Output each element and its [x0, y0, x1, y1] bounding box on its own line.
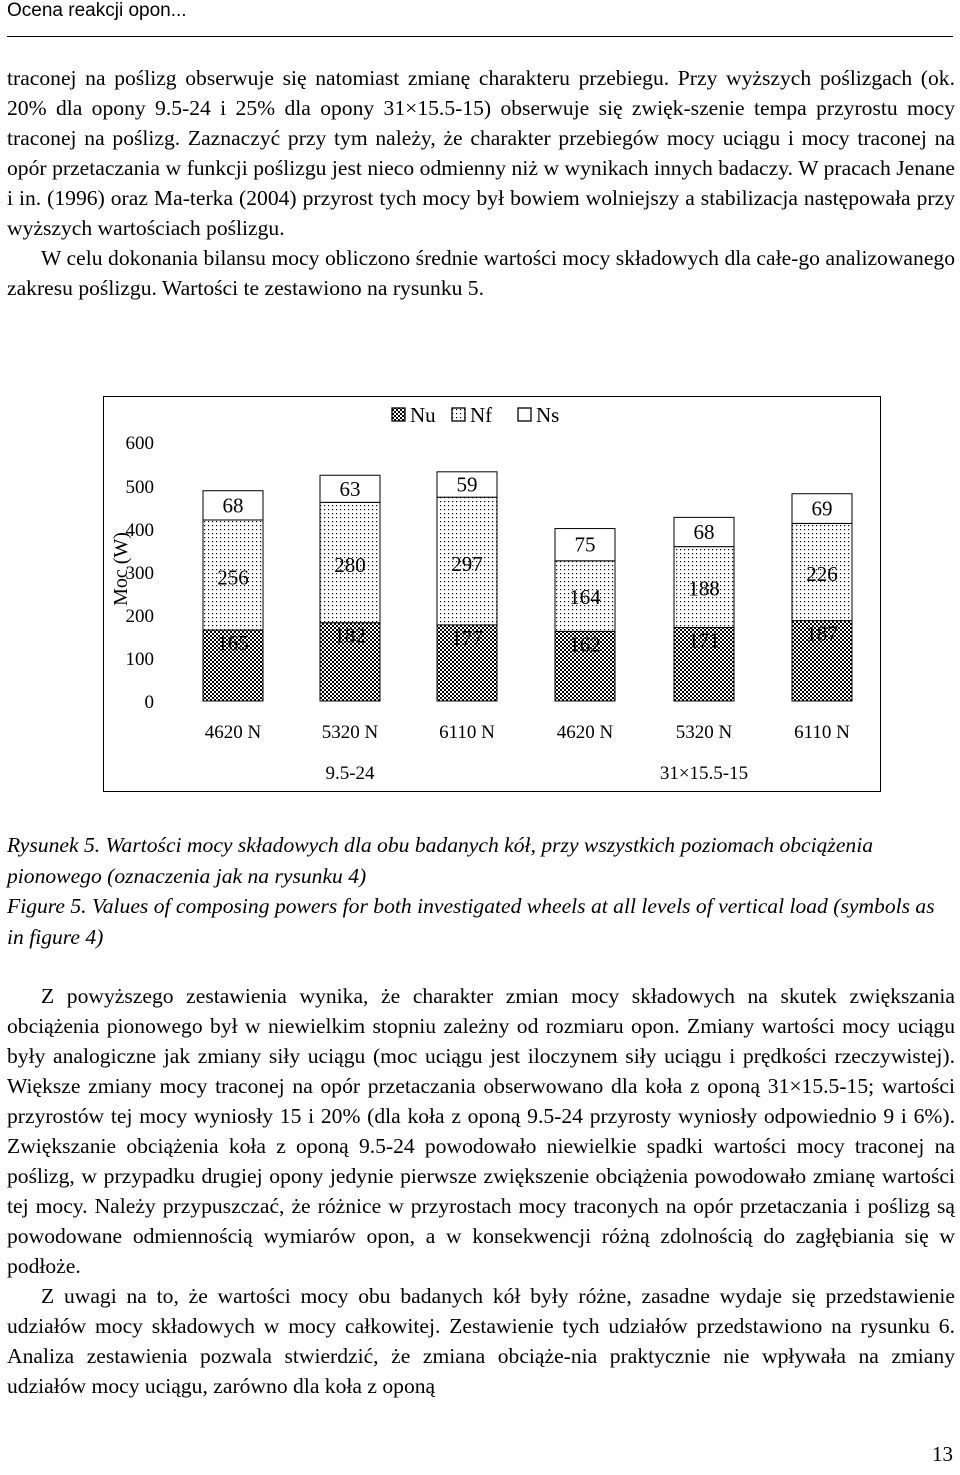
y-axis-label: Moc (W) — [110, 532, 132, 606]
x-tick-label: 4620 N — [204, 722, 262, 743]
legend-label-nu: Nu — [410, 403, 436, 427]
top-paragraphs — [7, 63, 955, 303]
bottom-paragraphs — [7, 981, 955, 1401]
y-tick-label: 100 — [125, 649, 154, 670]
data-label-nu: 162 — [569, 632, 601, 657]
legend-label-ns: Ns — [536, 403, 560, 427]
legend-swatch-nf — [452, 408, 465, 421]
x-tick-label: 5320 N — [321, 722, 379, 743]
paragraph: traconej na poślizg obserwuje się natomiast zmianę charakteru przebiegu. Przy wyższych poślizgach (ok. 20% dla opony 9.5-24 i 25% dla opony 31×15.5-15) obserwuje się zwięk-szenie tempa przyrostu mocy traconej na poślizg. Zaznaczyć przy tym należy, że charakter przebiegów mocy uciągu i mocy traconej na opór przetaczania w funkcji poślizgu jest nieco odmienny niż w wynikach innych badaczy. W pracach Jenane i in. (1996) oraz Ma-terka (2004) przyrost tych mocy był bowiem wolniejszy a stabilizacja następowała przy wyższych wartościach poślizgu. — [7, 66, 955, 240]
data-label-nu: 171 — [688, 628, 720, 653]
data-label-nf: 188 — [688, 576, 720, 601]
stacked-bar-chart — [104, 397, 882, 793]
paragraph: Z powyższego zestawienia wynika, że charakter zmian mocy składowych na skutek zwiększania obciążenia pionowego był w niewielkim stopniu zależny od rozmiaru opon. Zmiany wartości mocy uciągu były analogiczne jak zmiany siły uciągu (moc uciągu jest iloczynem siły uciągu i prędkości rzeczywistej). Większe zmiany mocy traconej na opór przetaczania obserwowano dla koła z oponą 31×15.5-15; wartości przyrostów tej mocy wyniosły 15 i 20% (dla koła z oponą 9.5-24 przyrosty wyniosły odpowiednio 9 i 6%). Zwiększanie obciążenia koła z oponą 9.5-24 powodowało niewielkie spadki wartości mocy traconej na poślizg, w przypadku drugiej opony jedynie pierwsze zwiększenie obciążenia powodowało zmianę wartości tej mocy. Należy przypuszczać, że różnice w przyrostach mocy traconych na opór przetaczania i poślizg są powodowane odmiennością wymiarów opon, a w konsekwencji różną zdolnością do zagłębiania się w podłoże. — [7, 984, 955, 1278]
legend-swatch-ns — [518, 408, 531, 421]
header-rule — [7, 36, 953, 37]
y-tick-label: 400 — [125, 520, 154, 541]
data-label-nu: 182 — [334, 623, 366, 648]
y-tick-label: 500 — [125, 477, 154, 498]
data-label-nf: 226 — [806, 561, 838, 586]
y-tick-label: 300 — [125, 563, 154, 584]
x-group-label: 9.5-24 — [325, 763, 375, 784]
data-label-ns: 69 — [811, 496, 833, 521]
x-tick-label: 6110 N — [439, 722, 495, 743]
data-label-nf: 256 — [217, 565, 249, 590]
x-tick-label: 5320 N — [675, 722, 733, 743]
legend-swatch-nu — [392, 408, 405, 421]
figure-caption — [7, 830, 955, 952]
paragraph: W celu dokonania bilansu mocy obliczono średnie wartości mocy składowych dla całe-go analizowanego zakresu poślizgu. Wartości te zestawiono na rysunku 5. — [7, 246, 955, 300]
x-group-label: 31×15.5-15 — [659, 763, 749, 784]
running-title: Ocena reakcji opon... — [7, 0, 187, 21]
x-tick-label: 6110 N — [794, 722, 850, 743]
caption-polish: Rysunek 5. Wartości mocy składowych dla obu badanych kół, przy wszystkich poziomach obciążenia pionowego (oznaczenia jak na rysunku 4) — [7, 833, 874, 888]
y-tick-label: 0 — [144, 692, 154, 713]
data-label-nu: 187 — [806, 621, 838, 646]
paragraph: Z uwagi na to, że wartości mocy obu badanych kół były różne, zasadne wydaje się przedstawienie udziałów mocy składowych w mocy całkowitej. Zestawienie tych udziałów przedstawiono na rysunku 6. Analiza zestawienia pozwala stwierdzić, że zmiana obciąże-nia praktycznie nie wpływała na zmiany udziałów mocy uciągu, zarówno dla koła z oponą — [7, 1284, 955, 1398]
data-label-nu: 165 — [217, 631, 249, 656]
y-tick-label: 600 — [125, 433, 154, 454]
data-label-nu: 177 — [451, 625, 483, 650]
data-label-ns: 68 — [693, 520, 715, 545]
caption-english: Figure 5. Values of composing powers for both investigated wheels at all levels of vertical load (symbols as in figure 4) — [7, 894, 935, 949]
data-label-nf: 280 — [334, 553, 366, 578]
data-label-ns: 68 — [222, 493, 244, 518]
data-label-ns: 59 — [456, 472, 478, 497]
data-label-nf: 164 — [569, 585, 601, 610]
y-tick-label: 200 — [125, 606, 154, 627]
legend-label-nf: Nf — [470, 403, 493, 427]
x-tick-label: 4620 N — [556, 722, 614, 743]
page-number: 13 — [932, 1442, 953, 1466]
data-label-nf: 297 — [451, 551, 483, 576]
data-label-ns: 63 — [339, 476, 361, 501]
figure-5-chart — [103, 396, 881, 792]
data-label-ns: 75 — [574, 532, 596, 557]
